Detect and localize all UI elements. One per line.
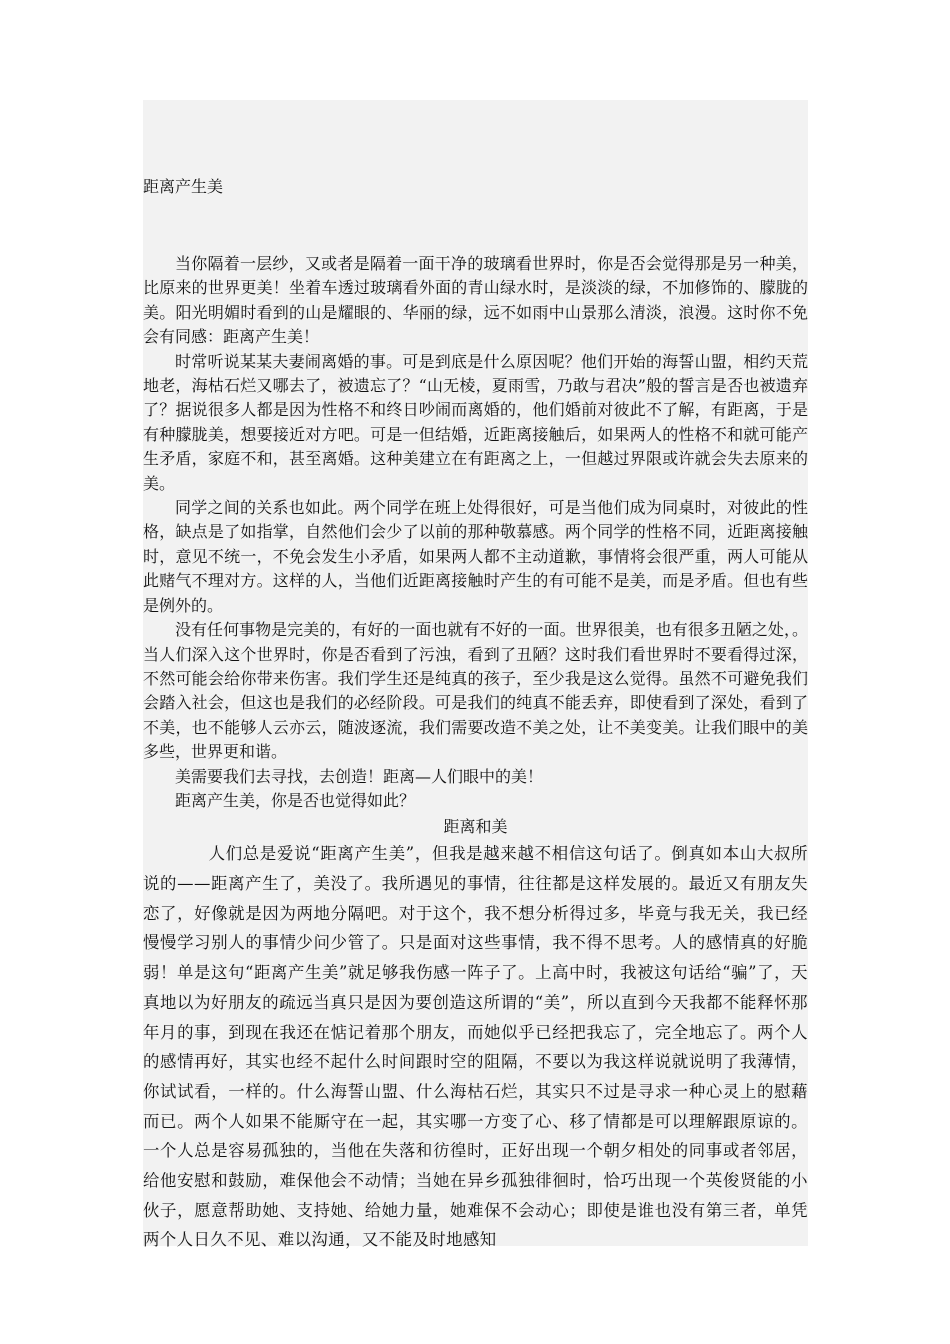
document-title: 距离产生美	[143, 177, 224, 196]
paragraph-6: 距离产生美，你是否也觉得如此？	[175, 790, 416, 810]
paragraph-3: 同学之间的关系也如此。两个同学在班上处得很好，可是当他们成为同桌时，对彼此的性格，缺点是了如指掌，自然他们会少了以前的那种敬慕感。两个同学的性格不同，近距离接触时，意见不统一，不免会发生小矛盾，如果两人都不主动道歉，事情将会很严重，两人可能从此赌气不理对方。这样的人，当他们近距离接触时产生的有可能不是美，而是矛盾。但也有些是例外的。	[143, 498, 808, 615]
paragraph-2: 时常听说某某夫妻闹离婚的事。可是到底是什么原因呢？他们开始的海誓山盟，相约天荒地老，海枯石烂又哪去了，被遗忘了？“山无棱，夏雨雪，乃敢与君决”般的誓言是否也被遗弃了？据说很多人都是因为性格不和终日吵闹而离婚的，他们婚前对彼此不了解，有距离，于是有种朦胧美，想要接近对方吧。可是一但结婚，近距离接触后，如果两人的性格不和就可能产生矛盾，家庭不和，甚至离婚。这种美建立在有距离之上，一但越过界限或许就会失去原来的美。	[143, 351, 808, 493]
section-paragraph: 人们总是爱说“距离产生美”，但我是越来越不相信这句话了。倒真如本山大叔所说的——距离产生了，美没了。我所遇见的事情，往往都是这样发展的。最近又有朋友失恋了，好像就是因为两地分隔吧。对于这个，我不想分析得过多，毕竟与我无关，我已经慢慢学习别人的事情少问少管了。只是面对这些事情，我不得不思考。人的感情真的好脆弱！单是这句“距离产生美”就足够我伤感一阵子了。上高中时，我被这句话给“骗”了，天真地以为好朋友的疏远当真只是因为要创造这所谓的“美”，所以直到今天我都不能释怀那年月的事，到现在我还在惦记着那个朋友，而她似乎已经把我忘了，完全地忘了。两个人的感情再好，其实也经不起什么时间跟时空的阻隔，不要以为我这样说就说明了我薄情，你试试看，一样的。什么海誓山盟、什么海枯石烂，其实只不过是寻求一种心灵上的慰藉而已。两个人如果不能厮守在一起，其实哪一方变了心、移了情都是可以理解跟原谅的。一个人总是容易孤独的，当他在失落和彷徨时，正好出现一个朝夕相处的同事或者邻居，给他安慰和鼓励，难保他会不动情；当她在异乡孤独徘徊时，恰巧出现一个英俊贤能的小伙子，愿意帮助她、支持她、给她力量，她难保不会动心；即使是谁也没有第三者，单凭两个人日久不见、难以沟通，又不能及时地感知	[143, 844, 808, 1250]
paragraph-4: 没有任何事物是完美的，有好的一面也就有不好的一面。世界很美，也有很多丑陋之处，。当人们深入这个世界时，你是否看到了污浊，看到了丑陋？这时我们看世界时不要看得过深，不然可能会给你带来伤害。我们学生还是纯真的孩子，至少我是这么觉得。虽然不可避免我们会踏入社会，但这也是我们的必经阶段。可是我们的纯真不能丢弃，即使看到了深处，看到了不美，也不能够人云亦云，随波逐流，我们需要改造不美之处，让不美变美。让我们眼中的美多些，世界更和谐。	[143, 620, 808, 762]
paragraph-5: 美需要我们去寻找，去创造！距离—人们眼中的美！	[175, 766, 544, 786]
document-body	[143, 176, 808, 1255]
section-title: 距离和美	[443, 817, 508, 837]
title-spacer	[143, 198, 808, 252]
paragraph-1: 当你隔着一层纱，又或者是隔着一面干净的玻璃看世界时，你是否会觉得那是另一种美，比原来的世界更美！坐着车透过玻璃看外面的青山绿水时，是淡淡的绿，不加修饰的、朦胧的美。阳光明媚时看到的山是耀眼的、华丽的绿，远不如雨中山景那么清淡，浪漫。这时你不免会有同感：距离产生美！	[143, 254, 808, 347]
